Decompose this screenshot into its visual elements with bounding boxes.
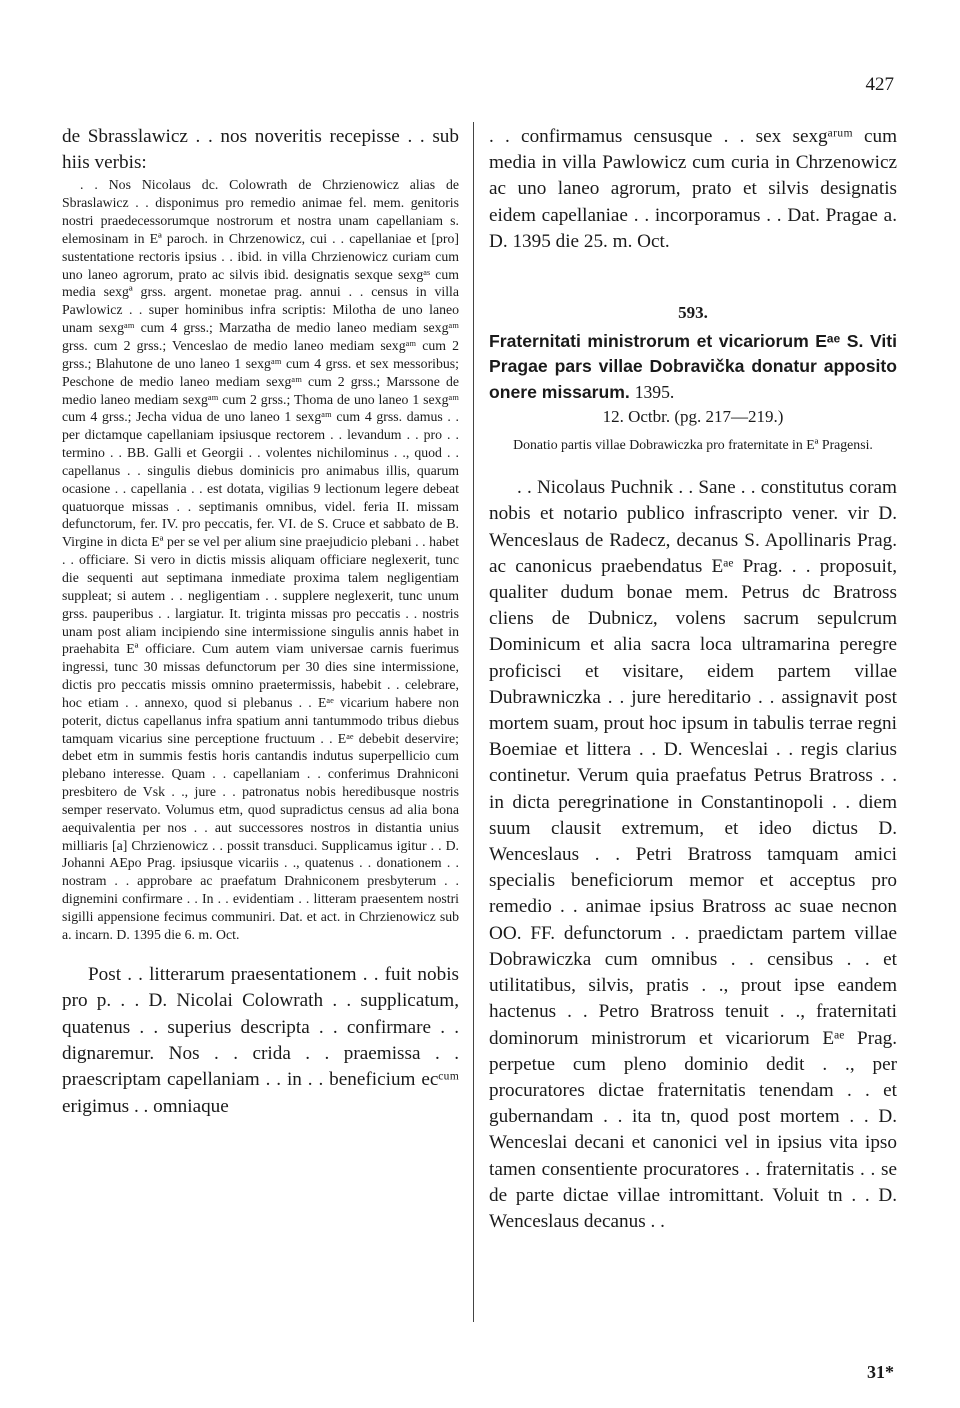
document-heading [489, 329, 897, 405]
document-summary: Donatio partis villae Dobrawiczka pro fraternitate in Eª Pragensi. [513, 437, 873, 453]
signature-mark: 31* [867, 1362, 894, 1382]
column-divider [473, 122, 474, 1322]
intro-text: de Sbrasslawicz . . nos noveritis recepisse . . sub hiis verbis: [62, 126, 459, 174]
document-number: 593. [678, 303, 708, 323]
left-column [62, 124, 459, 1120]
date-line: 12. Octbr. (pg. 217—219.) [602, 407, 784, 427]
post-text: Post . . litterarum praesentationem . . fuit nobis pro p. . . D. Nicolai Colowrath . . supplicatum, quatenus . . superius descripta . . confirmare . . dignaremur. Nos . . crida . . praemissa . . praescriptam capellaniam . . in . . beneficium ecᶜᵘᵐ erigimus . . omniaque [62, 963, 459, 1117]
page-number: 427 [865, 74, 894, 95]
heading-text: Fraternitati ministrorum et vicariorum Eᵃᵉ S. Viti Pragae pars villae Dobravička donatur apposito onere missarum. [489, 331, 897, 402]
quoted-charter: . . Nos Nicolaus dc. Colowrath de Chrzienowicz alias de Sbraslawicz . . disponimus pro remedio animae fel. mem. genitoris nostri praedecessorumque nostrorum et nostra unam capellaniam s. elemosinam in Eª paroch. in Chrzenowicz, cui . . capellaniae et [pro] sustentatione rectoris ipsius . . ibid. in villa Chrzienowicz curiam cum uno laneo agrorum, prato ac silvis ibid. designatis sexque sexgᵃˢ cum media sexgª grss. argent. monetae prag. annui . . census in villa Pawlowicz . . super hominibus infra scriptis: Milotha de uno laneo unam sexgᵃᵐ cum 4 grss.; Marzatha de medio laneo mediam sexgᵃᵐ grss. cum 2 grss.; Venceslao de medio laneo mediam sexgᵃᵐ cum 2 grss.; Blahutone de uno laneo 1 sexgᵃᵐ cum 4 grss. et sex messoribus; Peschone de medio laneo mediam sexgᵃᵐ cum 2 grss.; Marssone de medio laneo mediam sexgᵃᵐ cum 2 grss.; Thoma de uno laneo 1 sexgᵃᵐ cum 4 grss.; Jecha vidua de uno laneo 1 sexgᵃᵐ cum 4 grss. damus . . per dictamque capellaniam ipsiusque rectorem . . levandum . . pro . . termino . . BB. Galli et Georgii . . volentes nichilominus . ., quod . . capellanus . . singulis diebus dominicis pro animabus illis, quarum ocasione . . capellania . . est dotata, vigilias 9 lectionum legere debeat quatuorque missas . . septimanis omnibus, videl. feria II. missam defunctorum, fer. IV. pro peccatis, fer. VI. de S. Cruce et sabbato de B. Virgine in dicta Eª per se vel per alium sine praejudicio plebani . . habet . . officiare. Si vero in dictis missis aliquam officiare neglexerit, tunc die sequenti aut septimana inmediate proxima talem negligentiam suppleat; si autem . . negligentiam . . supplere neglexerit, tunc unum grss. pauperibus . . largiatur. It. triginta missas pro peccatis . . nostris unam post aliam incipiendo sine intermissione singulis annis habet in praehabita Eª officiare. Cum autem viam universae carnis fuerimus ingressi, tunc 30 missas defunctorum per 30 dies sine intermissione, dictis pro peccatis missis omnino praetermissis, habebit . . celebrare, hoc etiam . . annexo, quod si plebanus . . Eᵃᵉ vicarium habere non poterit, dictus capellanus infra spatium anni tantummodo tribus diebus tamquam vicarius sine perceptione fructuum . . Eᵃᵉ debebit deservire; debet etm in summis festis horis cantandis indutus superpellicio cum plebano interesse. Quam . . capellaniam . . conferimus Drahniconi presbitero de Vsk . ., jure . . patronatus nobis heredibusque nostris semper reservato. Volumus etm, quod supradictus census ad alia bona aequivalentia per nos . . aut successores nostros in distantia unius milliaris [a] Chrzienowicz . . possit transduci. Supplicamus igitur . . D. Johanni AEpo Prag. ipsiusque vicariis . ., quatenus . . donationem . . nostram . . approbare ac praefatum Drahniconem presbyterum . . dignemini confirmare . . In . . evidentiam . . litteram praesentem nostri sigilli appensione fecimus communiri. Dat. et act. in Chrzienowicz sub a. incarn. D. 1395 die 6. m. Oct. [62, 177, 459, 942]
continuation-text: . . confirmamus censusque . . sex sexgᵃʳᵘᵐ cum media in villa Pawlowicz cum curia in Chrzenowicz ac uno laneo agrorum, prato et silvis designatis eidem capellaniae . . incorporamus . . Dat. Pragae a. D. 1395 die 25. m. Oct. [489, 126, 897, 252]
heading-year: 1395. [634, 381, 675, 402]
document-body: . . Nicolaus Puchnik . . Sane . . constitutus coram nobis et notario publico infrascripto vener. vir D. Wenceslaus de Radecz, decanus S. Apollinaris Prag. ac canonicus praebendatus Eᵃᵉ Prag. . . proposuit, qualiter dudum bonae mem. Petrus dc Bratross cliens de Dubnicz, volens sacrum sepulcrum Dominicum et alia sacra loca ultramarina peregre proficisci et visitare, eidem partem villae Dubrawniczka . . jure hereditario . . assignavit post mortem suam, prout hoc ipsum in tabulis terrae regni Boemiae et littera . . D. Wenceslai . . regis clarius continetur. Verum quia praefatus Petrus Bratross . . in dicta peregrinatione in Constantinopoli . . diem suum clausit extremum, et ideo dictus D. Wenceslaus . . Petri Bratross tamquam amici specialis beneficiorum memor et acceptus pro remedio . . animae ipsius Bratross ac suae necnon OO. FF. defunctorum . . praedictam partem villae Dobrawiczka cum omnibus . . censibus . . et utilitatibus, silvis, pratis . ., prout ipse eandem hactenus . . Petro Bratross tenuit . ., fraternitati dominorum ministrorum et vicariorum Eᵃᵉ Prag. perpetue cum pleno dominio dedit . ., per procuratores dictae fraternitatis tenendam . . et gubernandam . . ita tn, quod post mortem . . D. Wenceslai decani et canonici vel in ipsius vita ipso tamen consentiente procuratores . . fraternitatis . . se de parte dictae villae intromittant. Voluit tn . . D. Wenceslaus decanus . . [489, 477, 897, 1232]
right-column [489, 124, 897, 1235]
